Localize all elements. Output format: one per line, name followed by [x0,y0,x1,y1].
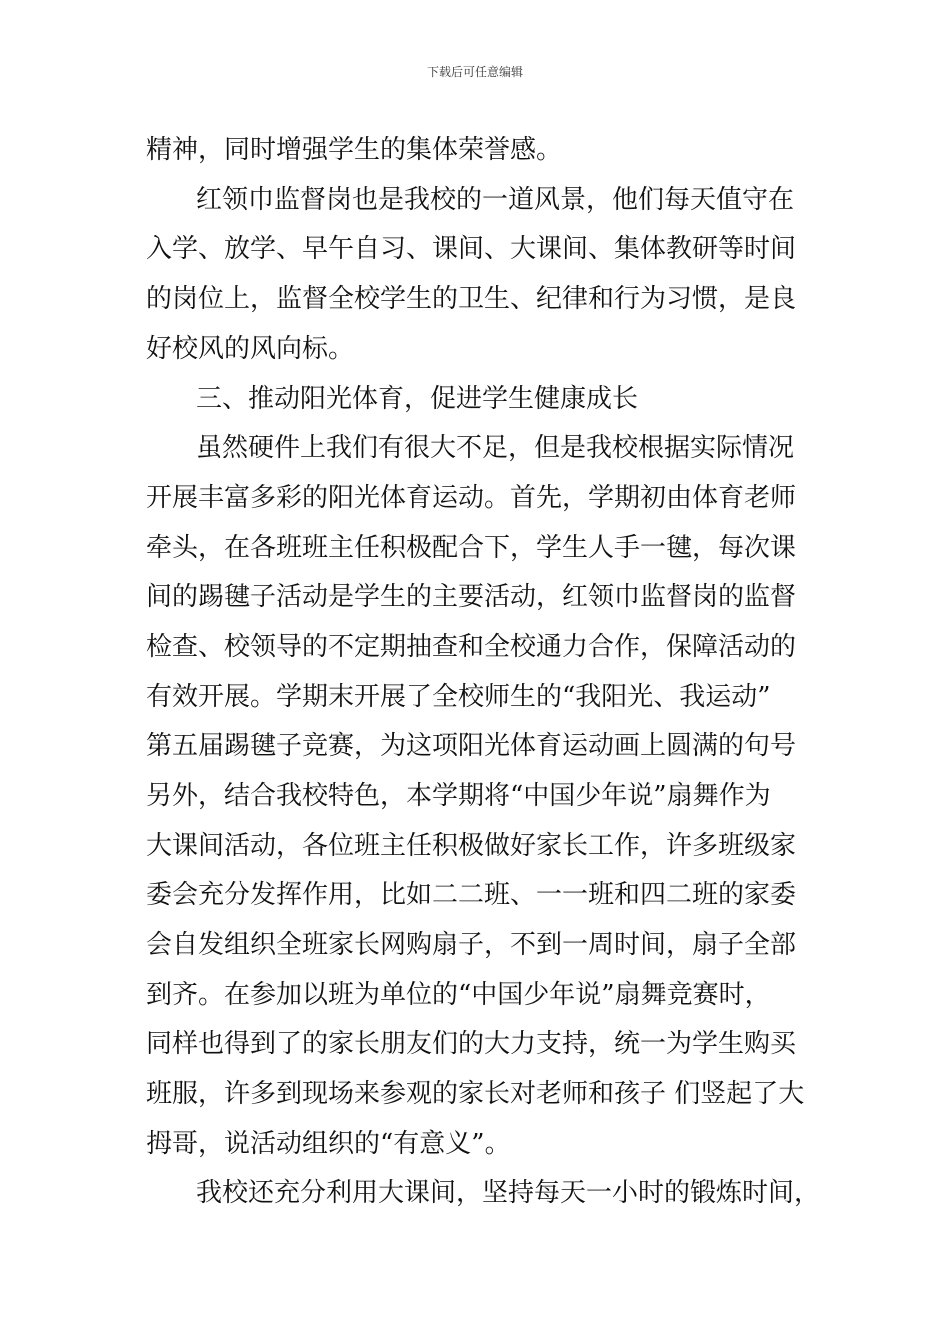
body-line-20: 班服，许多到现场来参观的家长对老师和孩子 们竖起了大 [146,1079,805,1109]
page-header: 下载后可任意编辑 [426,65,523,79]
body-line-18: 到齐。在参加以班为单位的“中国少年说”扇舞竞赛时， [146,980,771,1010]
section-heading: 三、推动阳光体育，促进学生健康成长 [196,384,639,414]
body-line-3: 入学、放学、早午自习、课间、大课间、集体教研等时间 [146,234,797,264]
body-line-16: 委会充分发挥作用，比如二二班、一一班和四二班的家委 [146,880,797,910]
body-line-17: 会自发组织全班家长网购扇子，不到一周时间，扇子全部 [146,930,797,960]
body-line-13: 第五届踢毽子竞赛，为这项阳光体育运动画上圆满的句号 [146,731,797,761]
body-line-12: 有效开展。学期末开展了全校师生的“我阳光、我运动” [146,682,771,712]
body-line-19: 同样也得到了的家长朋友们的大力支持，统一为学生购买 [146,1029,797,1059]
body-line-22: 我校还充分利用大课间，坚持每天一小时的锻炼时间， [196,1178,821,1208]
body-line-8: 开展丰富多彩的阳光体育运动。首先，学期初由体育老师 [146,483,797,513]
body-line-14: 另外，结合我校特色，本学期将“中国少年说”扇舞作为 [146,781,771,811]
body-line-10: 间的踢毽子活动是学生的主要活动，红领巾监督岗的监督 [146,582,797,612]
body-line-1: 精神，同时增强学生的集体荣誉感。 [146,135,563,165]
body-line-2: 红领巾监督岗也是我校的一道风景，他们每天值守在 [196,185,795,215]
body-line-11: 检查、校领导的不定期抽查和全校通力合作，保障活动的 [146,632,797,662]
body-line-7: 虽然硬件上我们有很大不足，但是我校根据实际情况 [196,433,795,463]
body-line-4: 的岗位上，监督全校学生的卫生、纪律和行为习惯，是良 [146,284,797,314]
body-line-15: 大课间活动，各位班主任积极做好家长工作，许多班级家 [146,831,797,861]
body-line-21: 拇哥，说活动组织的“有意义”。 [146,1129,511,1159]
body-line-5: 好校风的风向标。 [146,334,355,364]
body-line-9: 牵头，在各班班主任积极配合下，学生人手一毽，每次课 [146,533,797,563]
